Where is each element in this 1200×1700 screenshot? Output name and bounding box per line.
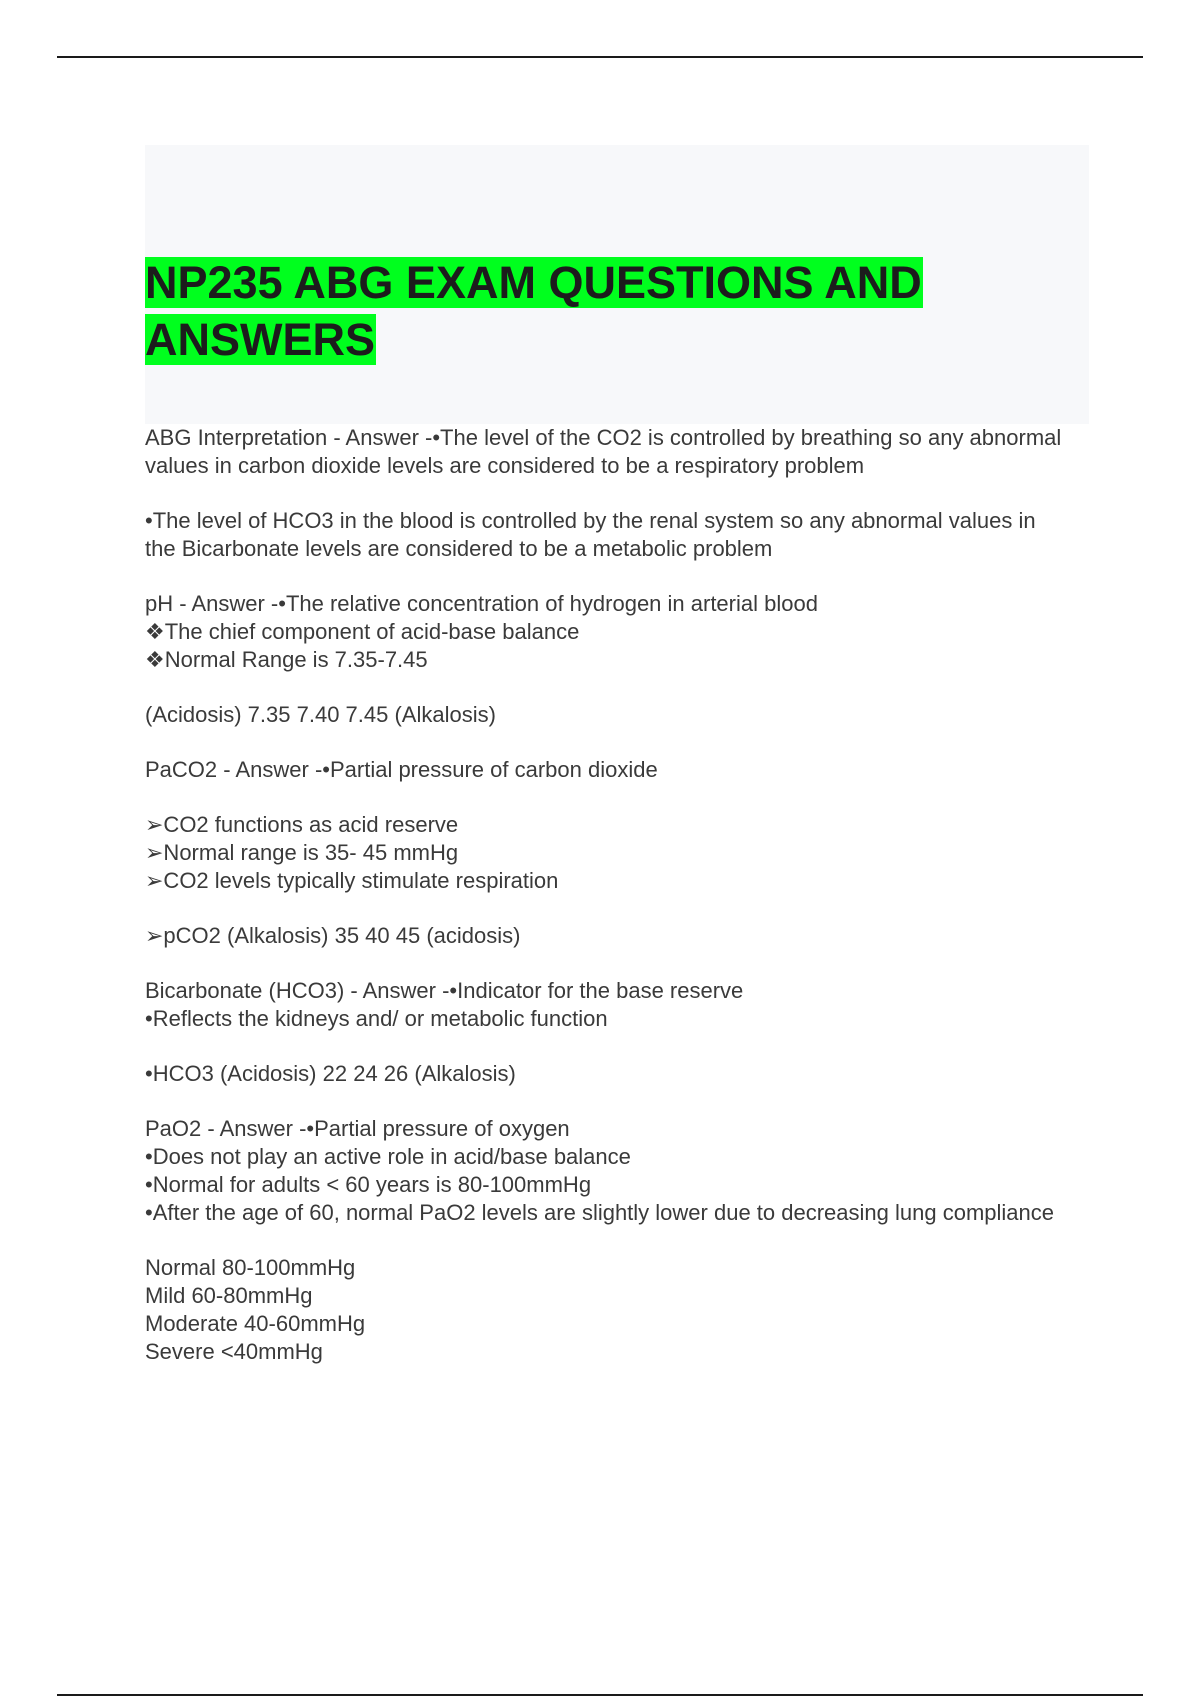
ph-normal-range: ❖Normal Range is 7.35-7.45	[145, 647, 428, 672]
page-title	[145, 254, 1045, 368]
hypoxemia-normal: Normal 80-100mmHg	[145, 1255, 356, 1280]
paco2-normal-range: ➢Normal range is 35- 45 mmHg	[145, 840, 459, 865]
ph-chief-component: ❖The chief component of acid-base balance	[145, 619, 580, 644]
abg-interpretation-answer: ABG Interpretation - Answer -•The level of the CO2 is controlled by breathing so any abnormal values in carbon dioxide levels are considered to be a respiratory problem	[145, 425, 1062, 478]
title-highlight: NP235 ABG EXAM QUESTIONS AND ANSWERS	[145, 257, 922, 365]
hco3-scale: •HCO3 (Acidosis) 22 24 26 (Alkalosis)	[145, 1061, 516, 1086]
top-rule	[57, 56, 1143, 58]
bottom-rule	[57, 1694, 1143, 1696]
hco3-renal-note: •The level of HCO3 in the blood is controlled by the renal system so any abnormal values in the Bicarbonate levels are considered to be a metabolic problem	[145, 508, 1036, 561]
bicarbonate-answer: Bicarbonate (HCO3) - Answer -•Indicator for the base reserve	[145, 978, 744, 1003]
co2-stimulate-respiration: ➢CO2 levels typically stimulate respiration	[145, 868, 559, 893]
hypoxemia-mild: Mild 60-80mmHg	[145, 1283, 313, 1308]
pao2-age-note: •After the age of 60, normal PaO2 levels are slightly lower due to decreasing lung compliance	[145, 1200, 1054, 1225]
paco2-answer: PaCO2 - Answer -•Partial pressure of carbon dioxide	[145, 757, 658, 782]
pao2-no-active-role: •Does not play an active role in acid/base balance	[145, 1144, 631, 1169]
ph-scale: (Acidosis) 7.35 7.40 7.45 (Alkalosis)	[145, 702, 496, 727]
document-body	[145, 424, 1065, 1366]
bicarbonate-kidneys: •Reflects the kidneys and/ or metabolic function	[145, 1006, 608, 1031]
pao2-answer: PaO2 - Answer -•Partial pressure of oxygen	[145, 1116, 570, 1141]
ph-answer: pH - Answer -•The relative concentration of hydrogen in arterial blood	[145, 591, 818, 616]
pao2-normal-adults: •Normal for adults < 60 years is 80-100mmHg	[145, 1172, 592, 1197]
hypoxemia-severe: Severe <40mmHg	[145, 1339, 323, 1364]
co2-acid-reserve: ➢CO2 functions as acid reserve	[145, 812, 459, 837]
pco2-scale: ➢pCO2 (Alkalosis) 35 40 45 (acidosis)	[145, 923, 521, 948]
hypoxemia-moderate: Moderate 40-60mmHg	[145, 1311, 366, 1336]
